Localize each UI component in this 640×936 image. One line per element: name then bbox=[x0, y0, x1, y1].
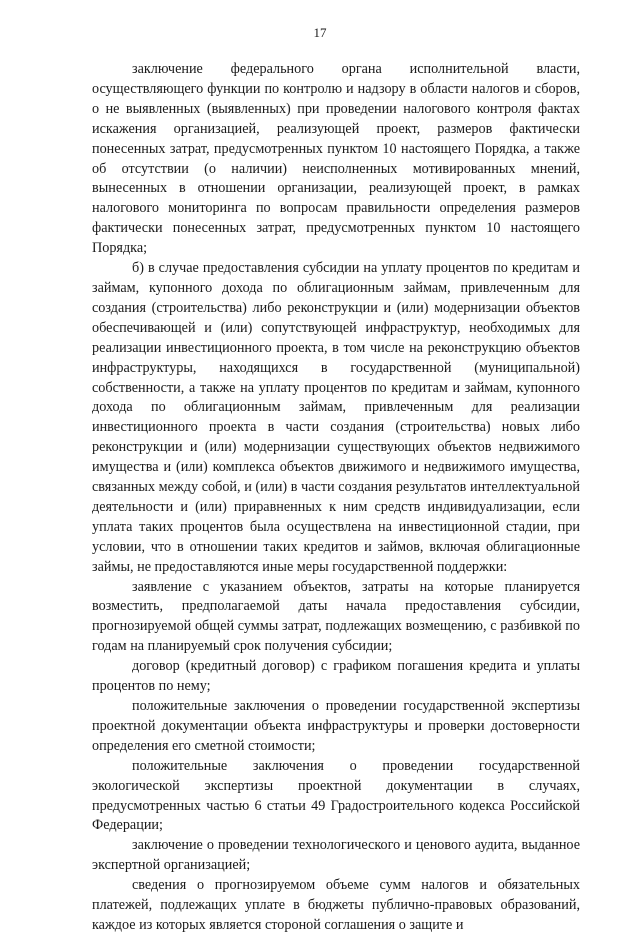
paragraph: заключение о проведении технологического и ценового аудита, выданное экспертной организацией; bbox=[92, 837, 580, 874]
document-body bbox=[92, 60, 580, 936]
paragraph: договор (кредитный договор) с графиком погашения кредита и уплаты процентов по нему; bbox=[92, 658, 580, 695]
paragraph: заявление с указанием объектов, затраты на которые планируется возместить, предполагаемой даты начала предоставления субсидии, прогнозируемой общей суммы затрат, подлежащих возмещению, с разбивкой по годам на планируемый срок получения субсидии; bbox=[92, 578, 580, 655]
paragraph: заключение федерального органа исполнительной власти, осуществляющего функции по контролю и надзору в области налогов и сборов, о не выявленных (выявленных) при проведении налогового контроля фактах искажения организацией, реализующей проект, размеров фактически понесенных затрат, предусмотренных пунктом 10 настоящего Порядка, а также об отсутствии (о наличии) неисполненных мотивированных мнений, вынесенных в отношении организации, реализующей проект, в рамках налогового мониторинга по вопросам правильности определения размеров фактически понесенных затрат, предусмотренных пунктом 10 настоящего Порядка; bbox=[92, 61, 580, 257]
paragraph: положительные заключения о проведении государственной экологической экспертизы проектной документации в случаях, предусмотренных частью 6 статьи 49 Градостроительного кодекса Российской Федерации; bbox=[92, 757, 580, 834]
page-number: 17 bbox=[313, 25, 327, 40]
paragraph: сведения о прогнозируемом объеме сумм налогов и обязательных платежей, подлежащих уплате в бюджеты публично-правовых образований, каждое из которых является стороной соглашения о защите и bbox=[92, 877, 580, 933]
paragraph: положительные заключения о проведении государственной экспертизы проектной документации объекта инфраструктуры и проверки достоверности определения его сметной стоимости; bbox=[92, 698, 580, 754]
paragraph: б) в случае предоставления субсидии на уплату процентов по кредитам и займам, купонного дохода по облигационным займам, привлеченным для создания (строительства) либо реконструкции и (или) модернизации объектов обеспечивающей и (или) сопутствующей инфраструктур, необходимых для реализации инвестиционного проекта, в том числе на реконструкцию объектов инфраструктуры, находящихся в государственной (муниципальной) собственности, а также на уплату процентов по кредитам и займам, купонного дохода по облигационным займам, привлеченным для реализации инвестиционного проекта в части создания (строительства) новых либо реконструкции и (или) модернизации существующих объектов недвижимого имущества и (или) комплекса объектов движимого и недвижимого имущества, связанных между собой, и (или) в части создания результатов интеллектуальной деятельности и (или) приравненных к ним средств индивидуализации, если уплата таких процентов была осуществлена на инвестиционной стадии, при условии, что в отношении таких кредитов и займов, включая облигационные займы, не предоставляются иные меры государственной поддержки: bbox=[92, 260, 580, 575]
